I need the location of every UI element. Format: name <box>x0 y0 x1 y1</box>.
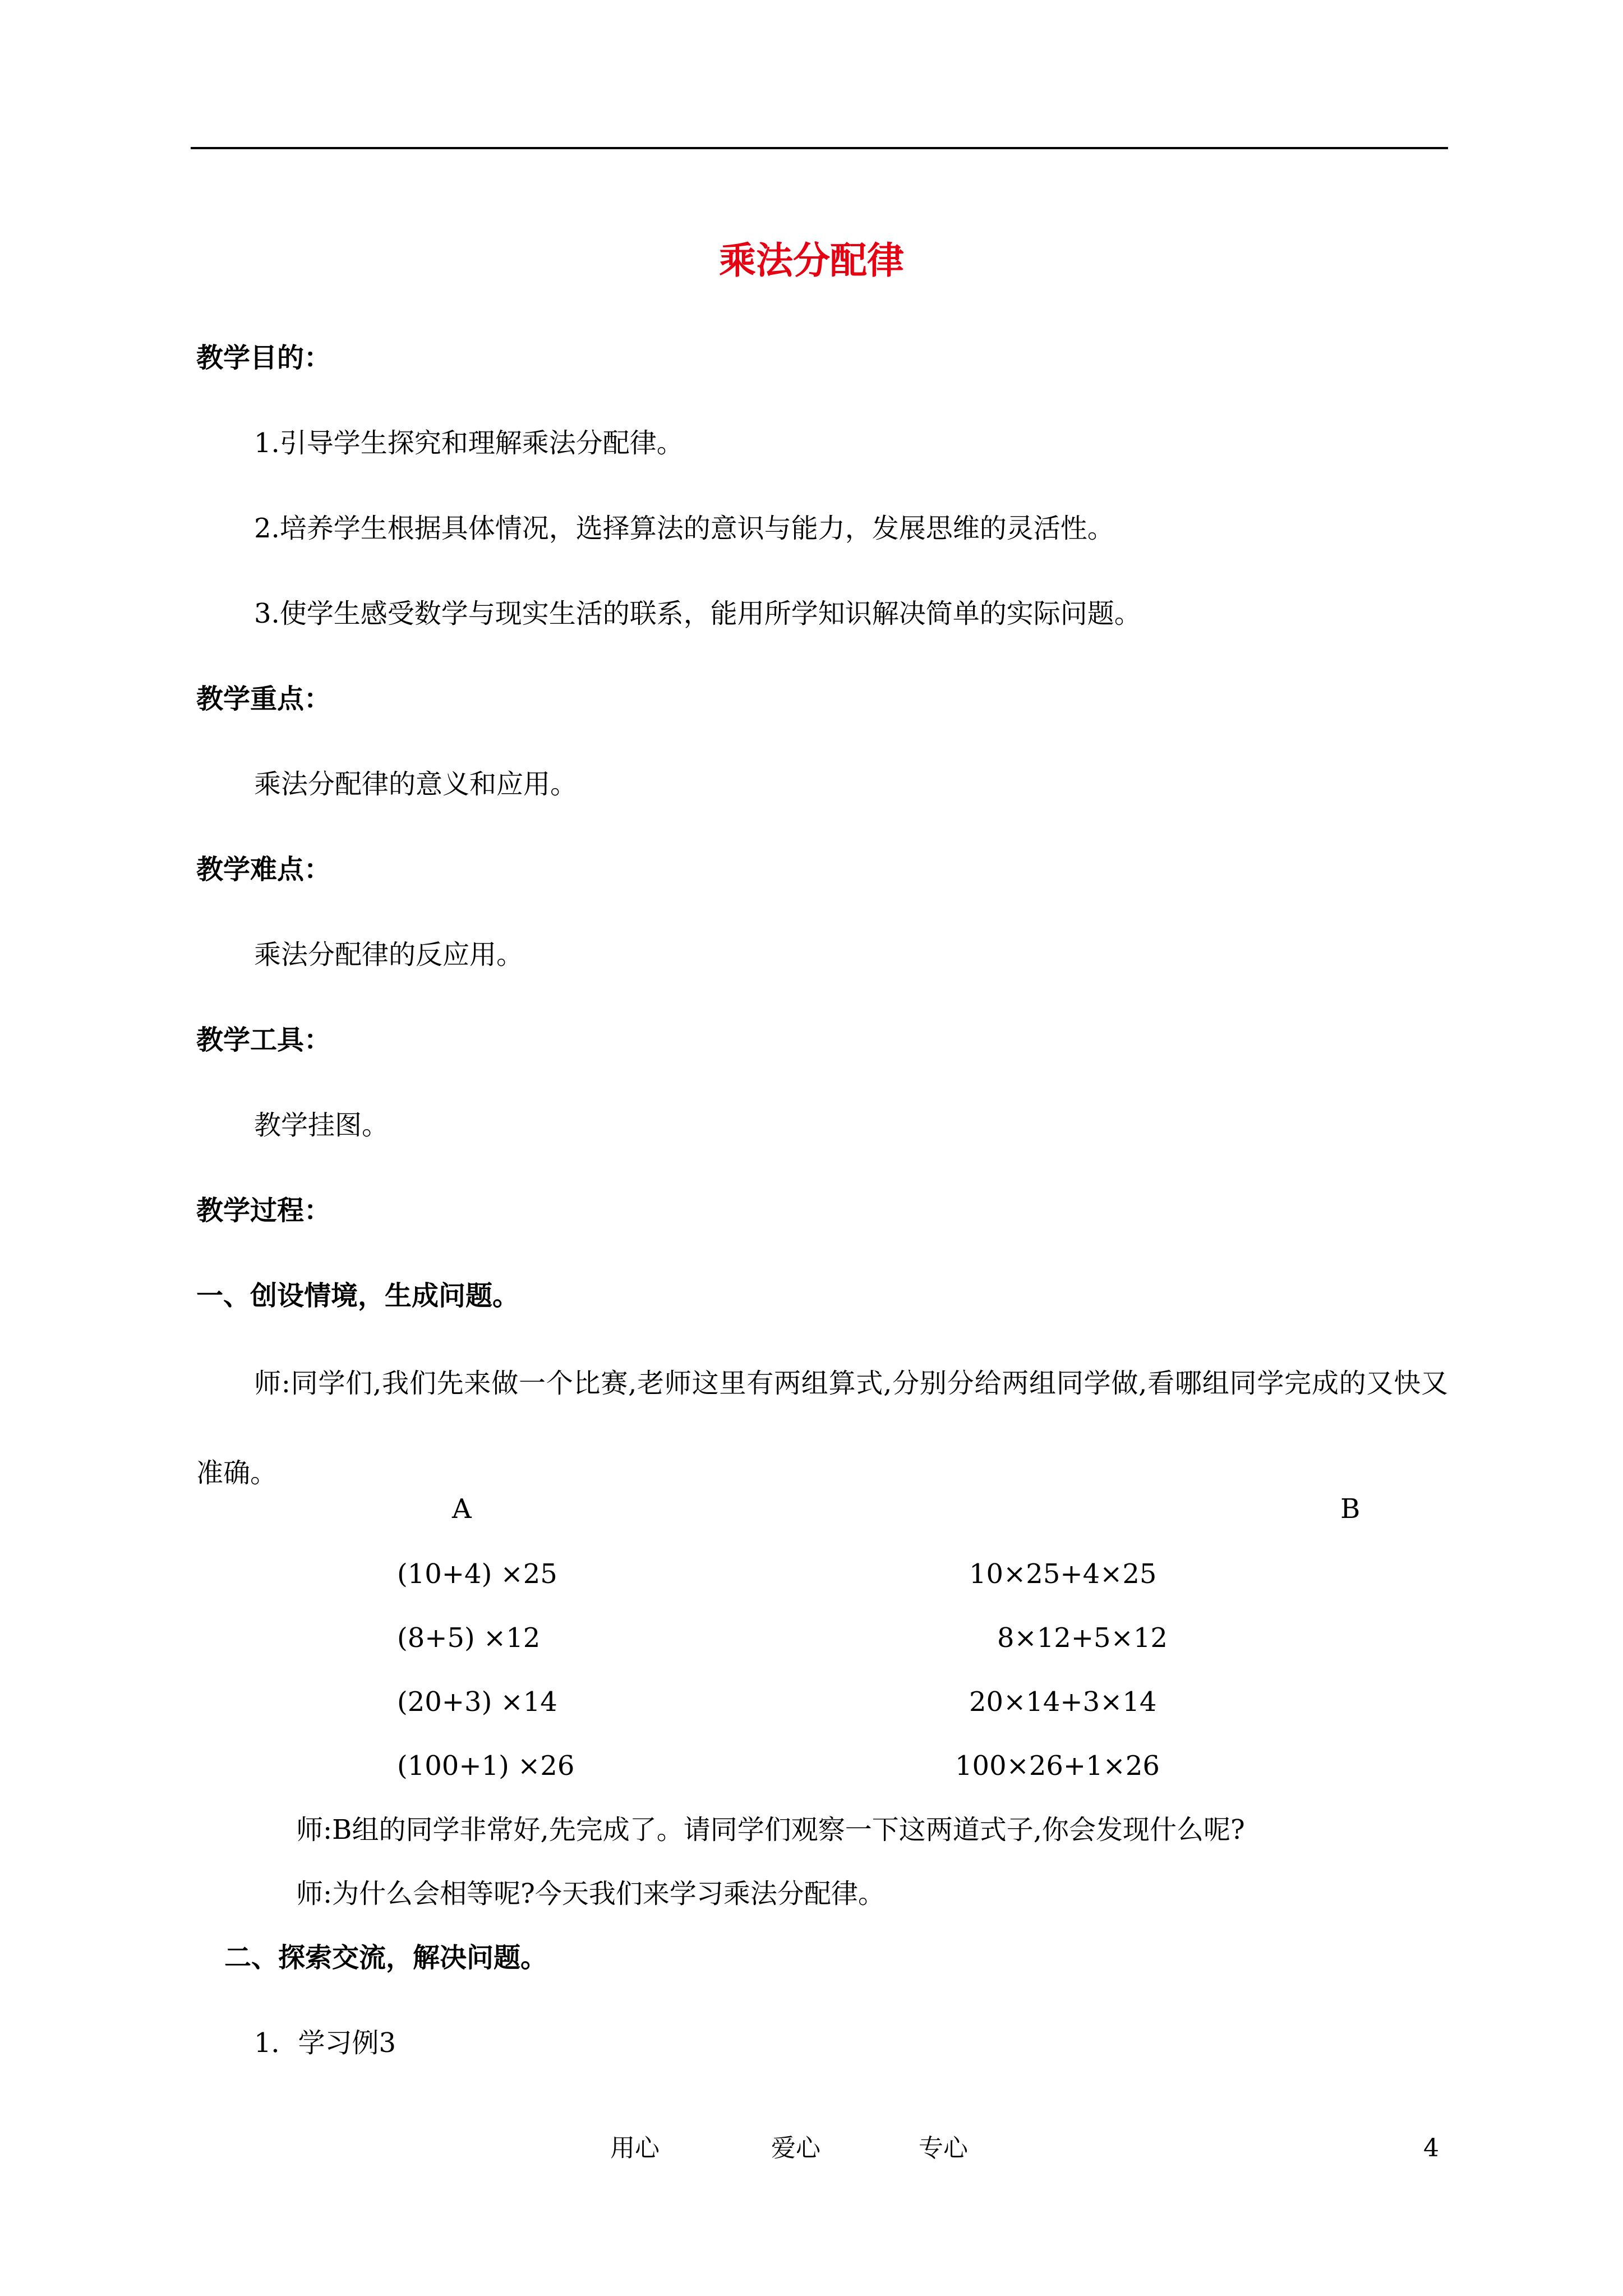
group-b-expression-3: 20×14+3×14 <box>969 1686 1157 1718</box>
group-a-expression-2: (8+5) ×12 <box>397 1622 541 1654</box>
group-a-expression-4: (100+1) ×26 <box>397 1750 575 1782</box>
footer-motto-3: 专心 <box>919 2134 968 2162</box>
group-b-label: B <box>1340 1493 1361 1525</box>
section1-heading: 一、创设情境，生成问题。 <box>196 1280 520 1312</box>
key-points-text: 乘法分配律的意义和应用。 <box>254 769 578 800</box>
document-title: 乘法分配律 <box>719 239 904 282</box>
tools-text: 教学挂图。 <box>254 1110 389 1141</box>
objectives-heading: 教学目的： <box>196 342 331 374</box>
teacher-line-2: 师:为什么会相等呢?今天我们来学习乘法分配律。 <box>296 1878 885 1910</box>
section2-item-1: 1．学习例3 <box>254 2027 396 2059</box>
page-number: 4 <box>1423 2134 1439 2162</box>
tools-heading: 教学工具： <box>196 1024 331 1056</box>
section2-heading: 二、探索交流，解决问题。 <box>224 1942 548 1973</box>
group-a-expression-1: (10+4) ×25 <box>397 1558 557 1590</box>
footer-motto-2: 爱心 <box>771 2134 820 2162</box>
section1-intro-paragraph: 师:同学们,我们先来做一个比赛,老师这里有两组算式,分别分给两组同学做,看哪组同学完成的又快又准确。 <box>196 1368 1448 1489</box>
footer-motto-1: 用心 <box>610 2134 660 2162</box>
header-rule <box>191 147 1448 149</box>
group-b-expression-1: 10×25+4×25 <box>969 1558 1157 1590</box>
teacher-line-1: 师:B组的同学非常好,先完成了。请同学们观察一下这两道式子,你会发现什么呢? <box>296 1814 1245 1846</box>
objective-item-3: 3.使学生感受数学与现实生活的联系，能用所学知识解决简单的实际问题。 <box>254 598 1141 629</box>
key-points-heading: 教学重点： <box>196 683 331 715</box>
difficulties-heading: 教学难点： <box>196 854 331 885</box>
objective-item-2: 2.培养学生根据具体情况，选择算法的意识与能力，发展思维的灵活性。 <box>254 513 1114 544</box>
group-b-expression-2: 8×12+5×12 <box>997 1622 1168 1654</box>
group-a-label: A <box>452 1493 472 1525</box>
objective-item-1: 1.引导学生探究和理解乘法分配律。 <box>254 427 684 459</box>
difficulties-text: 乘法分配律的反应用。 <box>254 939 524 970</box>
group-b-expression-4: 100×26+1×26 <box>955 1750 1160 1782</box>
group-a-expression-3: (20+3) ×14 <box>397 1686 557 1718</box>
process-heading: 教学过程： <box>196 1195 331 1226</box>
